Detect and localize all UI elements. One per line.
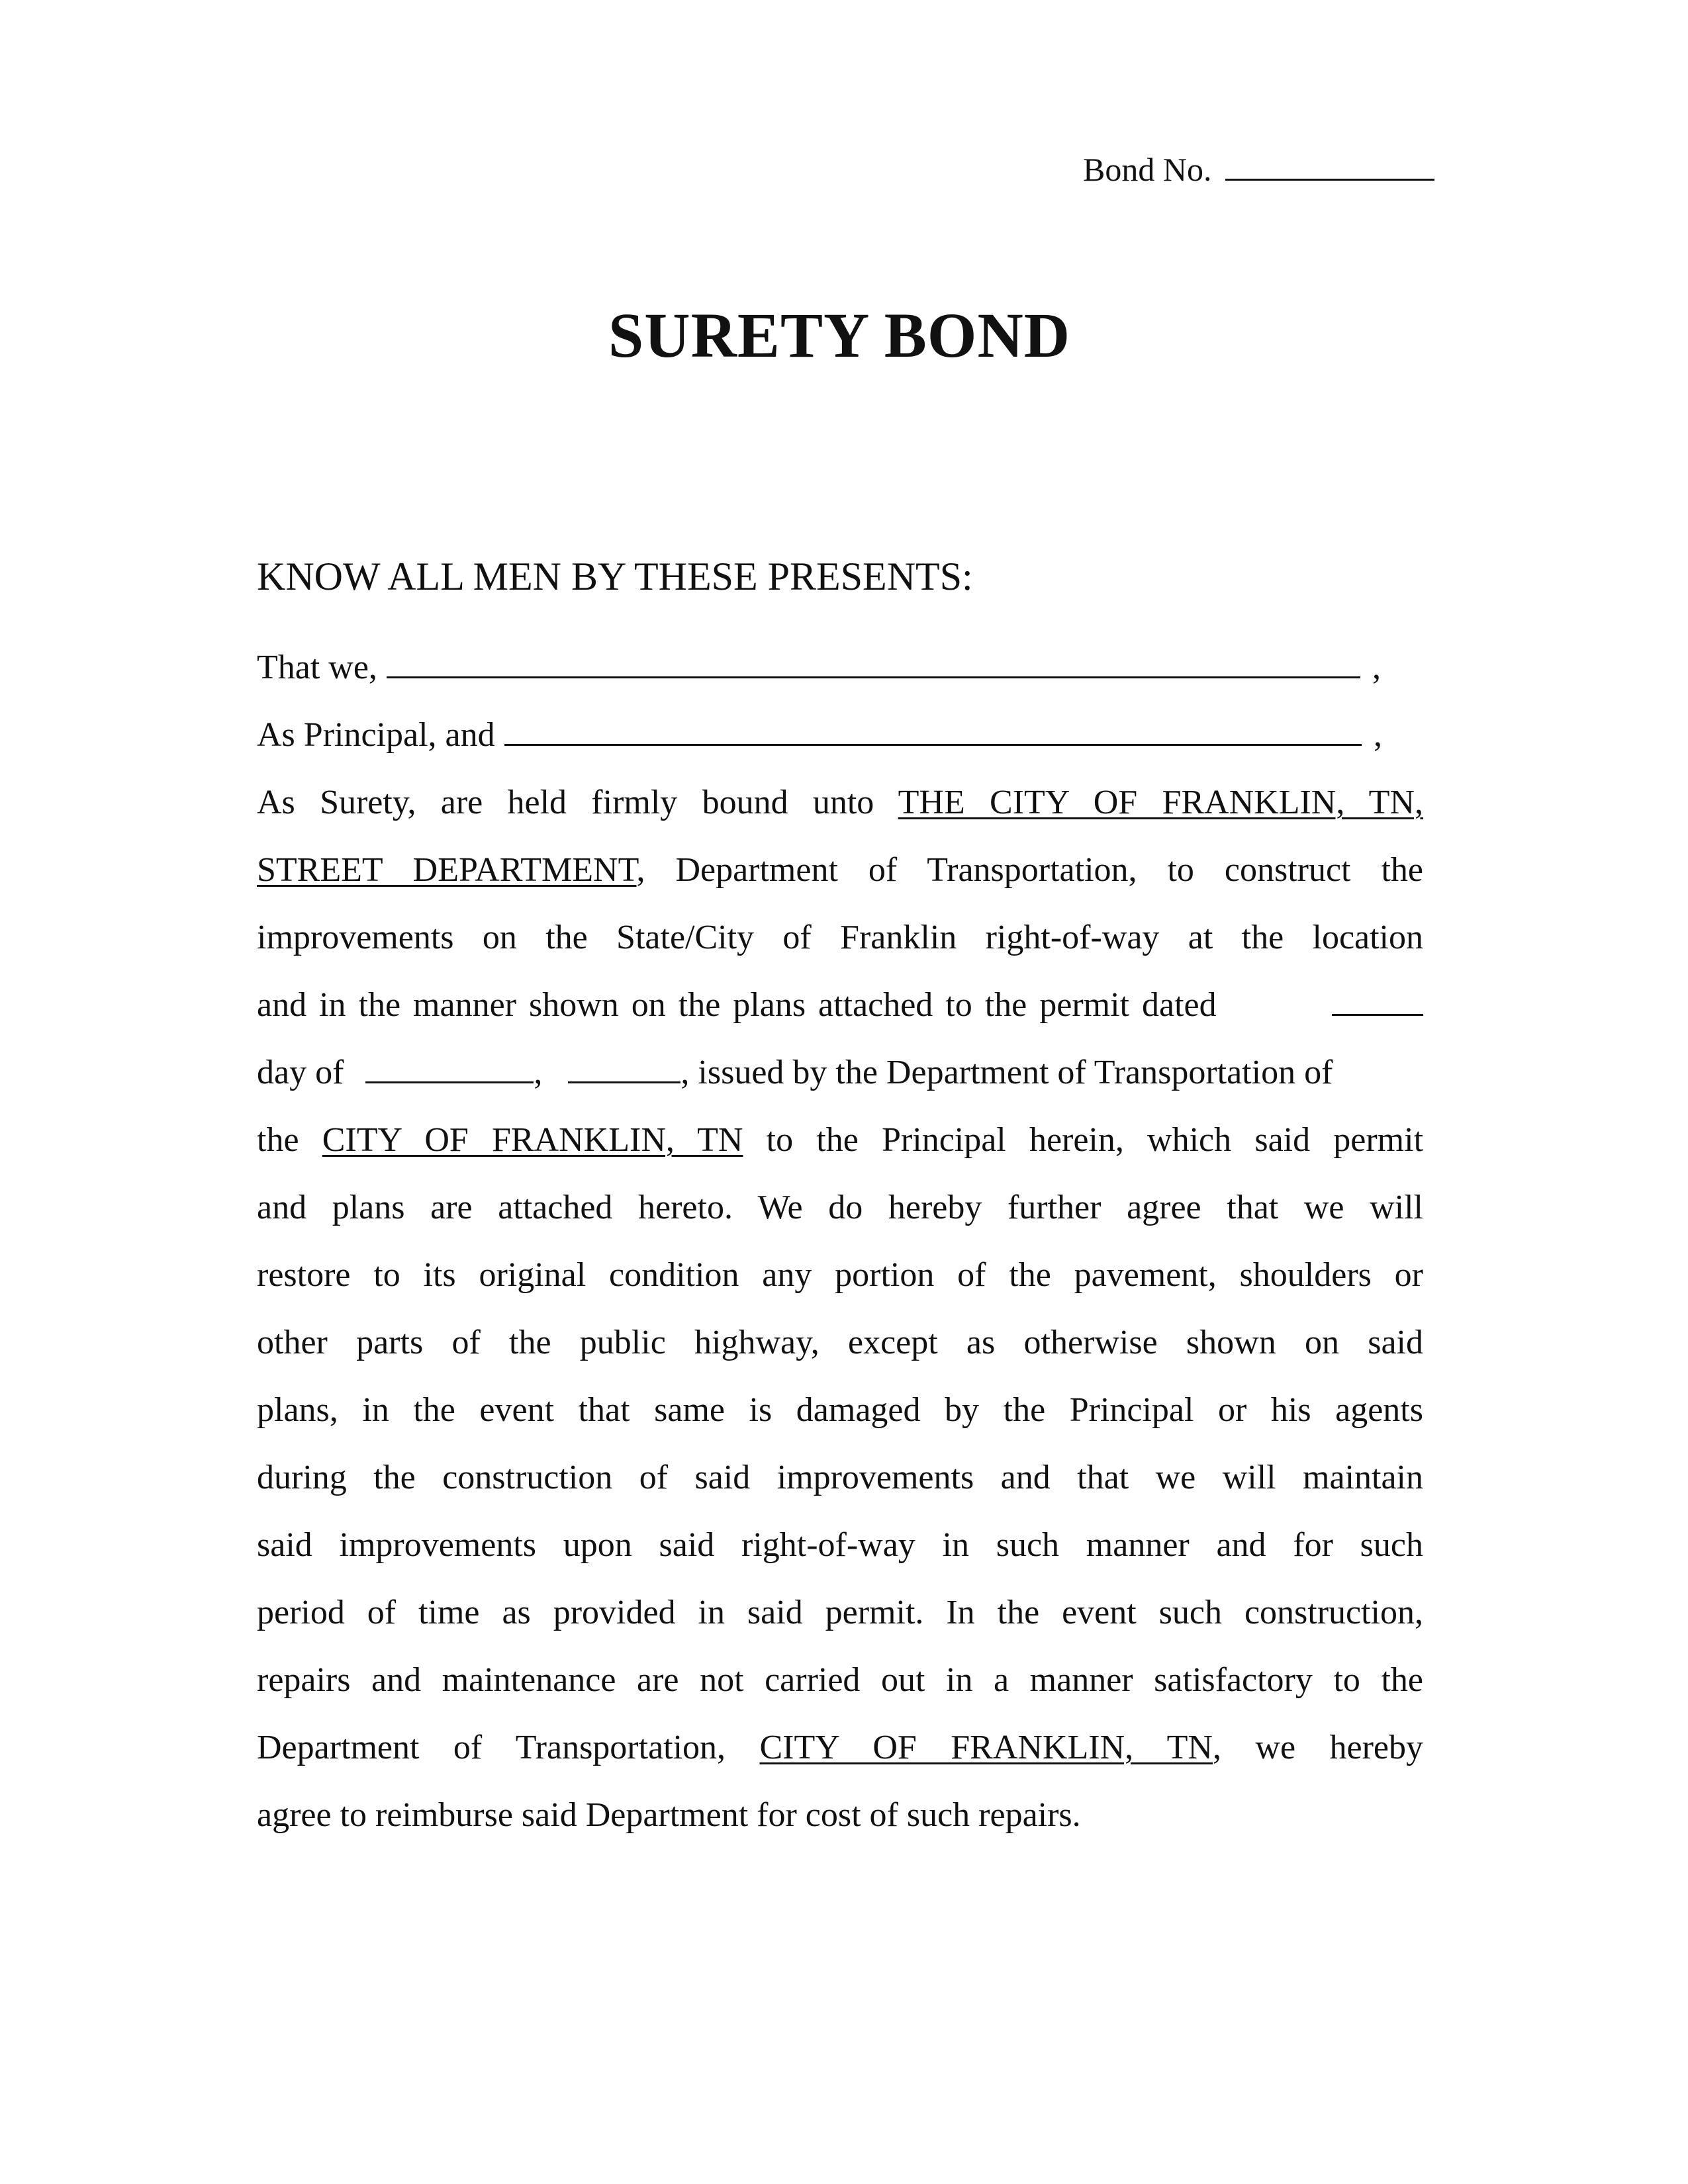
body-line-5: improvements on the State/City of Franklin right-of-way at the location xyxy=(257,919,1423,956)
surety-text: As Surety, are held firmly bound unto xyxy=(257,784,874,821)
permit-month-blank[interactable] xyxy=(365,1052,534,1083)
body-line-15: period of time as provided in said permit. In the event such construction, xyxy=(257,1594,1423,1631)
body-line-12: plans, in the event that same is damaged by the Principal or his agents xyxy=(257,1391,1423,1429)
permit-year-blank[interactable] xyxy=(568,1052,680,1083)
bond-number-label: Bond No. xyxy=(1083,151,1212,188)
body-line-13: during the construction of said improvements and that we will maintain xyxy=(257,1459,1423,1496)
body-line-8-start: the xyxy=(257,1121,299,1159)
bond-number-blank[interactable] xyxy=(1225,150,1434,181)
obligee-name: THE CITY OF FRANKLIN, TN, xyxy=(898,784,1423,821)
body-line-17 xyxy=(257,1727,1423,1768)
principal-name-blank[interactable] xyxy=(387,650,1360,678)
body-line-14: said improvements upon said right-of-way in such manner and for such xyxy=(257,1526,1423,1564)
document-title: SURETY BOND xyxy=(608,300,1071,371)
permit-day-blank[interactable] xyxy=(1332,985,1423,1016)
body-line-16: repairs and maintenance are not carried out in a manner satisfactory to the xyxy=(257,1661,1423,1699)
body-line-6-text: and in the manner shown on the plans attached to the permit dated xyxy=(257,986,1217,1024)
city-of-franklin-1: CITY OF FRANKLIN, TN xyxy=(322,1121,743,1159)
body-line-8 xyxy=(257,1120,1423,1161)
surety-name-line xyxy=(257,715,1382,756)
that-we-label: That we, xyxy=(257,649,377,686)
that-we-comma: , xyxy=(1372,649,1381,686)
body-line-7-text: , issued by the Department of Transportation of xyxy=(680,1054,1333,1091)
body-line-17-end: , we hereby xyxy=(1212,1729,1423,1766)
principal-label: As Principal, and xyxy=(257,716,495,754)
body-line-7 xyxy=(257,1052,1423,1093)
body-line-4-text: , Department of Transportation, to construct the xyxy=(636,851,1424,889)
body-line-4 xyxy=(257,850,1423,891)
body-line-11: other parts of the public highway, except as otherwise shown on said xyxy=(257,1324,1423,1361)
body-line-6 xyxy=(257,985,1423,1026)
body-line-3 xyxy=(257,782,1423,823)
day-of-label: day of xyxy=(257,1054,344,1091)
body-line-17-start: Department of Transportation, xyxy=(257,1729,726,1766)
intro-heading: KNOW ALL MEN BY THESE PRESENTS: xyxy=(257,555,973,598)
city-of-franklin-2: CITY OF FRANKLIN, TN xyxy=(759,1729,1213,1766)
body-line-9: and plans are attached hereto. We do hereby further agree that we will xyxy=(257,1189,1423,1226)
body-line-10: restore to its original condition any portion of the pavement, shoulders or xyxy=(257,1256,1423,1294)
month-comma: , xyxy=(534,1054,543,1091)
body-line-18: agree to reimburse said Department for cost of such repairs. xyxy=(257,1796,1081,1834)
bond-number-field xyxy=(1083,150,1434,189)
principal-line xyxy=(257,647,1381,688)
surety-name-blank[interactable] xyxy=(504,717,1362,746)
principal-comma: , xyxy=(1374,716,1382,754)
body-line-8-text: to the Principal herein, which said permit xyxy=(766,1121,1424,1159)
street-department: STREET DEPARTMENT xyxy=(257,851,637,889)
